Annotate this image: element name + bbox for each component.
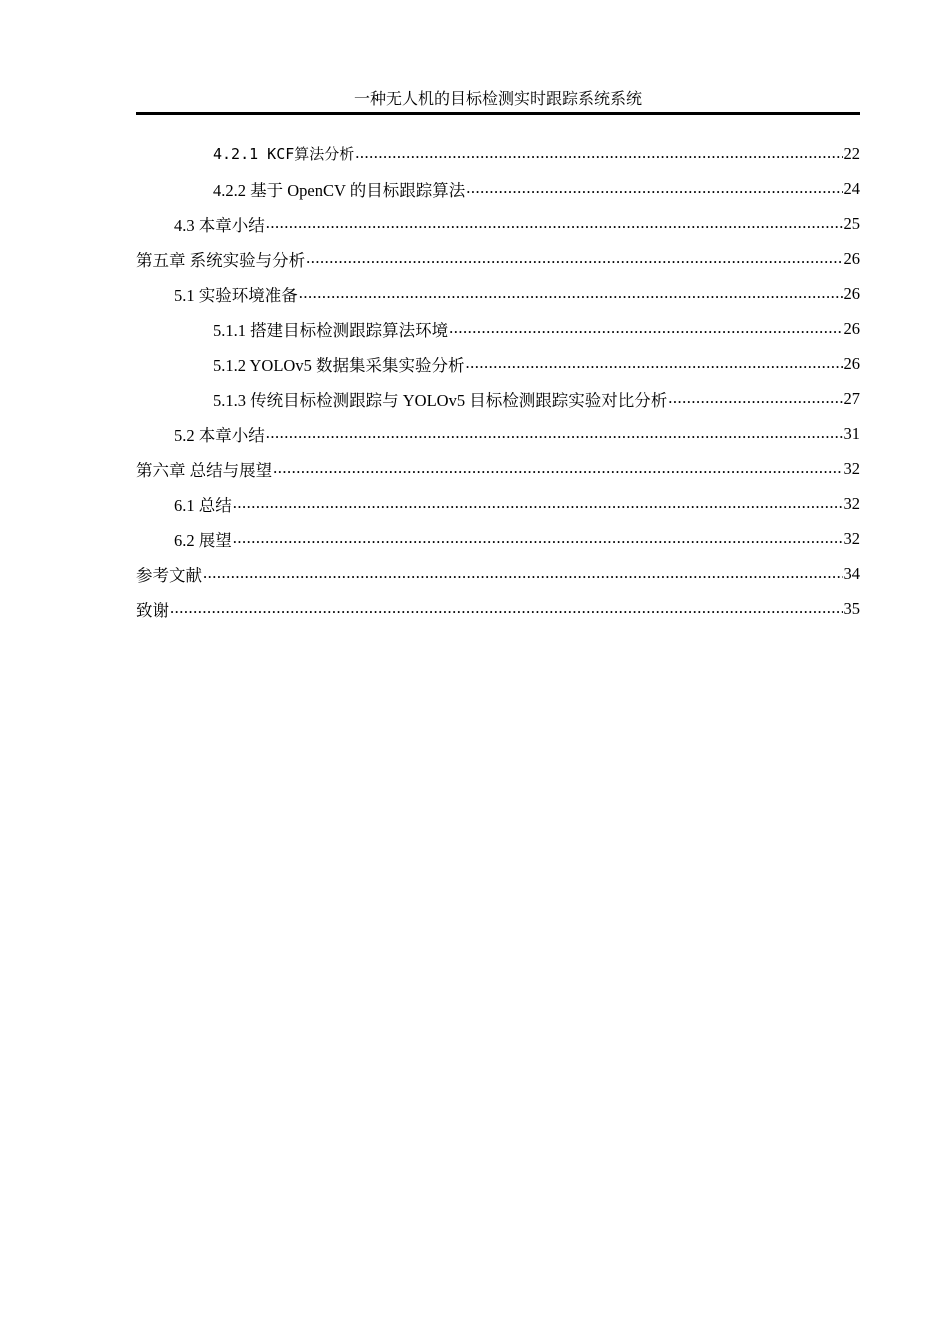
toc-entry-title: 致谢 — [136, 600, 169, 620]
toc-entry[interactable] — [136, 241, 860, 276]
toc-dot-leader — [233, 494, 843, 514]
toc-entry-page: 35 — [843, 598, 860, 618]
toc-entry[interactable] — [136, 486, 860, 521]
page-header-title: 一种无人机的目标检测实时跟踪系统系统 — [353, 91, 642, 108]
toc-entry-title: 5.2 本章小结 — [174, 425, 265, 445]
toc-entry-page: 32 — [843, 493, 860, 513]
toc-entry-page: 32 — [843, 458, 860, 478]
toc-entry[interactable] — [136, 171, 860, 206]
toc-entry-page: 26 — [843, 248, 860, 268]
toc-entry[interactable] — [136, 416, 860, 451]
header-rule — [136, 112, 860, 115]
toc-entry-title: 5.1.3 传统目标检测跟踪与 YOLOv5 目标检测跟踪实验对比分析 — [213, 390, 668, 410]
toc-entry-title: 6.2 展望 — [174, 530, 232, 550]
toc-entry[interactable] — [136, 451, 860, 486]
toc-dot-leader — [203, 564, 843, 584]
toc-entry-title: 第六章 总结与展望 — [136, 460, 273, 480]
toc-entry[interactable] — [136, 346, 860, 381]
toc-dot-leader — [465, 354, 842, 374]
toc-entry-title: 4.3 本章小结 — [174, 215, 265, 235]
toc-entry-title: 5.1 实验环境准备 — [174, 285, 298, 305]
toc-entry[interactable] — [136, 311, 860, 346]
toc-entry-page: 34 — [843, 563, 860, 583]
toc-entry-title: 4.2.1 KCF算法分析 — [213, 145, 355, 163]
toc-entry-title: 4.2.2 基于 OpenCV 的目标跟踪算法 — [213, 180, 466, 200]
toc-dot-leader — [266, 214, 843, 234]
toc-entry[interactable] — [136, 556, 860, 591]
toc-entry-page: 27 — [843, 388, 860, 408]
toc-entry-page: 26 — [843, 318, 860, 338]
toc-entry-page: 26 — [843, 283, 860, 303]
toc-entry-title: 5.1.2 YOLOv5 数据集采集实验分析 — [213, 355, 465, 375]
toc-dot-leader — [273, 459, 842, 479]
toc-entry[interactable] — [136, 276, 860, 311]
toc-entry[interactable] — [136, 136, 860, 171]
toc-entry-page: 22 — [843, 143, 860, 163]
toc-entry-page: 32 — [843, 528, 860, 548]
toc-entry-page: 24 — [843, 178, 860, 198]
toc-entry[interactable] — [136, 591, 860, 626]
toc-entry[interactable] — [136, 206, 860, 241]
table-of-contents — [136, 136, 860, 626]
toc-dot-leader — [449, 319, 842, 339]
toc-entry-page: 26 — [843, 353, 860, 373]
toc-dot-leader — [299, 284, 843, 304]
toc-dot-leader — [668, 389, 842, 409]
toc-entry-page: 25 — [843, 213, 860, 233]
toc-entry[interactable] — [136, 521, 860, 556]
toc-entry-title: 5.1.1 搭建目标检测跟踪算法环境 — [213, 320, 449, 340]
toc-dot-leader — [266, 424, 843, 444]
toc-entry-title: 参考文献 — [136, 565, 202, 585]
toc-dot-leader — [306, 249, 842, 269]
toc-entry-title: 6.1 总结 — [174, 495, 232, 515]
toc-entry-page: 31 — [843, 423, 860, 443]
toc-dot-leader — [466, 179, 842, 199]
toc-dot-leader — [170, 599, 843, 619]
toc-entry-title: 第五章 系统实验与分析 — [136, 250, 306, 270]
toc-dot-leader — [355, 144, 842, 164]
toc-entry[interactable] — [136, 381, 860, 416]
toc-dot-leader — [233, 529, 843, 549]
